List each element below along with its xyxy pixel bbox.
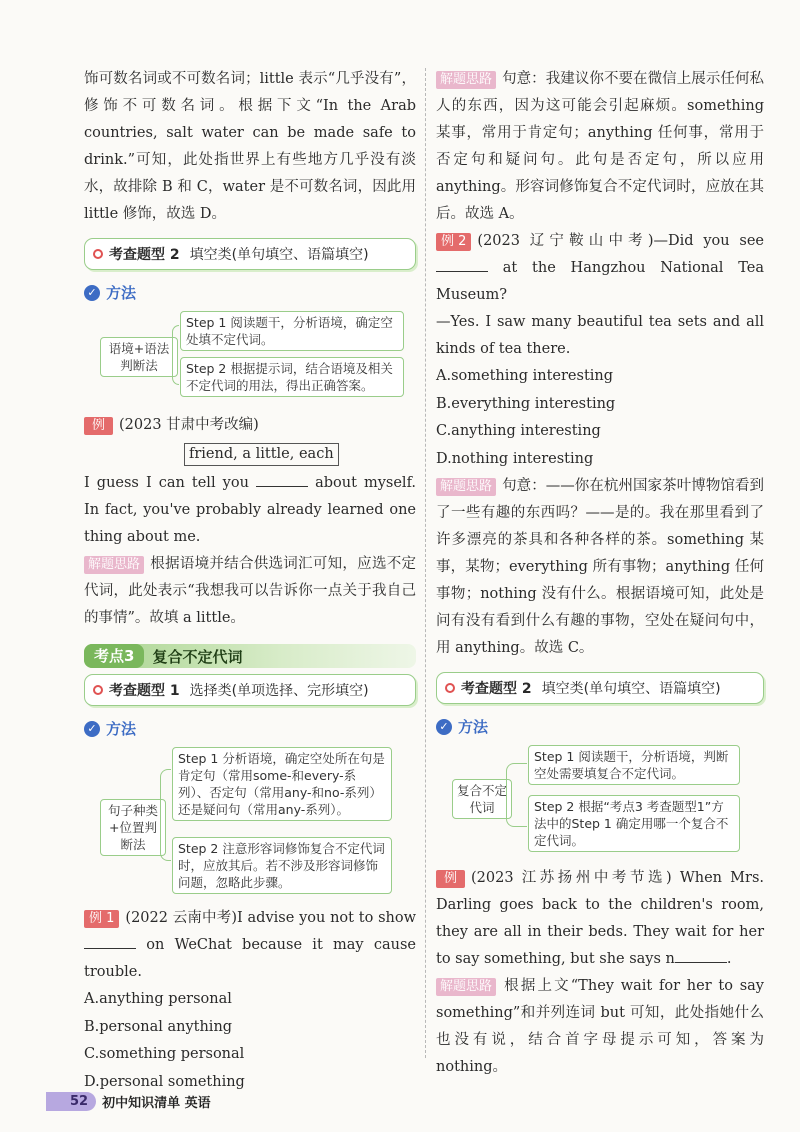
question-type-desc: 填空类(单句填空、语篇填空) [541, 681, 721, 697]
question-type-banner [84, 674, 416, 706]
key-point-number: 考点3 [84, 644, 144, 668]
key-point-title: 复合不定代词 [152, 647, 243, 666]
option: B.everything interesting [436, 395, 616, 412]
tree-bracket [506, 763, 527, 827]
option: D.personal something [84, 1073, 245, 1090]
question-type-banner [84, 238, 416, 270]
tree-root: 句子种类+位置判断法 [100, 799, 166, 856]
example-sentence: I guess I can tell you about myself. In fact, you've probably already learned one thing about me. [84, 475, 417, 545]
question-type-desc: 选择类(单项选择、完形填空) [189, 683, 369, 699]
method-heading [436, 716, 764, 737]
answer-blank [84, 936, 136, 949]
tree-step: Step 1 阅读题干，分析语境，判断空处需要填复合不定代词。 [528, 745, 740, 785]
analysis: 解题思路 句意：我建议你不要在微信上展示任何私人的东西，因为这可能会引起麻烦。something 某事，常用于肯定句；anything 任何事，常用于否定句和疑问句。此句是否定句，所以应用 anything。形容词修饰复合不定代词时，应放在其后。故选 A。 [436, 71, 764, 222]
question-type-label: 考查题型 1 [109, 683, 180, 699]
tree-step: Step 1 阅读题干，分析语境，确定空处填不定代词。 [180, 311, 404, 351]
analysis-tag: 解题思路 [84, 556, 144, 574]
word-box: friend, a little, each [184, 443, 339, 466]
method-tree [84, 311, 416, 403]
analysis: 解题思路 根据语境并结合供选词汇可知，应选不定代词，此处表示“我想我可以告诉你一点关于我自己的事情”。故填 a little。 [84, 556, 416, 626]
analysis: 解题思路 根据上文“They wait for her to say something”和并列连词 but 可知，此处指她什么也没有说，结合首字母提示可知，答案为 nothing。 [436, 978, 764, 1075]
question-type-banner [436, 672, 764, 704]
method-label: 方法 [458, 718, 489, 736]
example-tag: 例 1 [84, 910, 119, 928]
method-heading [84, 282, 416, 303]
tree-root: 复合不定代词 [452, 779, 512, 819]
tree-bracket [160, 769, 171, 861]
question-type-desc: 填空类(单句填空、语篇填空) [189, 247, 369, 263]
option: C.anything interesting [436, 423, 601, 439]
analysis-tag: 解题思路 [436, 978, 496, 996]
bullet-icon [445, 683, 455, 693]
answer-blank [436, 259, 488, 272]
example-tag: 例 2 [436, 233, 471, 251]
analysis-tag: 解题思路 [436, 71, 496, 89]
method-heading [84, 718, 416, 739]
book-title: 初中知识清单 英语 [102, 1096, 211, 1111]
column-divider [425, 68, 426, 1058]
tree-root: 语境+语法判断法 [100, 337, 178, 377]
option: C.something personal [84, 1046, 245, 1062]
option: D.nothing interesting [436, 450, 594, 467]
example-source: (2023 甘肃中考改编) [119, 417, 259, 433]
method-tree [84, 747, 416, 899]
bullet-icon [93, 249, 103, 259]
example-1: 例 1 (2022 云南中考)I advise you not to show on WeChat because it may cause trouble. [84, 910, 417, 980]
analysis-tag: 解题思路 [436, 478, 496, 496]
example-header [84, 413, 416, 437]
tree-bracket [172, 325, 179, 385]
key-point-banner [84, 644, 416, 668]
page-number: 52 [46, 1092, 96, 1111]
question-type-label: 考查题型 2 [109, 247, 180, 263]
option: A.something interesting [436, 368, 614, 384]
option: A.anything personal [84, 991, 232, 1007]
question-type-label: 考查题型 2 [461, 681, 532, 697]
answer-blank [675, 950, 727, 963]
method-label: 方法 [106, 720, 137, 738]
example-2: 例 2 (2023 辽宁鞍山中考)—Did you see at the Hangzhou National Tea Museum? [436, 233, 764, 303]
tree-step: Step 2 注意形容词修饰复合不定代词时，应放其后。若不涉及形容词修饰问题，忽略此步骤。 [172, 837, 392, 894]
method-tree [436, 745, 764, 857]
option: B.personal anything [84, 1018, 233, 1035]
tree-step: Step 2 根据“考点3 考查题型1”方法中的Step 1 确定用哪一个复合不定代词。 [528, 795, 740, 852]
paragraph: 饰可数名词或不可数名词；little 表示“几乎没有”，修饰不可数名词。根据下文“In the Arab countries, salt water can be made safe to drink.”可知，此处指世界上有些地方几乎没有淡水，故排除 B 和 C，water 是不可数名词，因此用 little 修饰，故选 D。 [84, 71, 416, 222]
analysis: 解题思路 句意：——你在杭州国家茶叶博物馆看到了一些有趣的东西吗？——是的。我在那里看到了许多漂亮的茶具和各种各样的茶。something 某事，某物；everything 所有事物；anything 任何事物；nothing 没有什么。根据语境可知，此处是问有没有看到什么有趣的事物，空处在疑问句中，用 anything。故选 C。 [436, 478, 764, 656]
check-icon: ✓ [436, 719, 452, 735]
right-column [436, 66, 764, 1081]
check-icon: ✓ [84, 285, 100, 301]
page-footer [50, 1092, 211, 1111]
check-icon: ✓ [84, 721, 100, 737]
tree-step: Step 2 根据提示词，结合语境及相关不定代词的用法，得出正确答案。 [180, 357, 404, 397]
tree-step: Step 1 分析语境，确定空处所在句是肯定句（常用some-和every-系列）、否定句（常用any-和no-系列）还是疑问句（常用any-系列）。 [172, 747, 392, 821]
bullet-icon [93, 685, 103, 695]
example-2-reply: —Yes. I saw many beautiful tea sets and all kinds of tea there. [436, 314, 764, 357]
example-tag: 例 [84, 417, 113, 435]
method-label: 方法 [106, 284, 137, 302]
example-tag: 例 [436, 870, 465, 888]
example-3: 例 (2023 江苏扬州中考节选) When Mrs. Darling goes back to the children's room, they are all in their beds. They wait for her to say something, but she says n . [436, 870, 764, 967]
answer-blank [256, 474, 308, 487]
left-column [84, 66, 416, 1096]
